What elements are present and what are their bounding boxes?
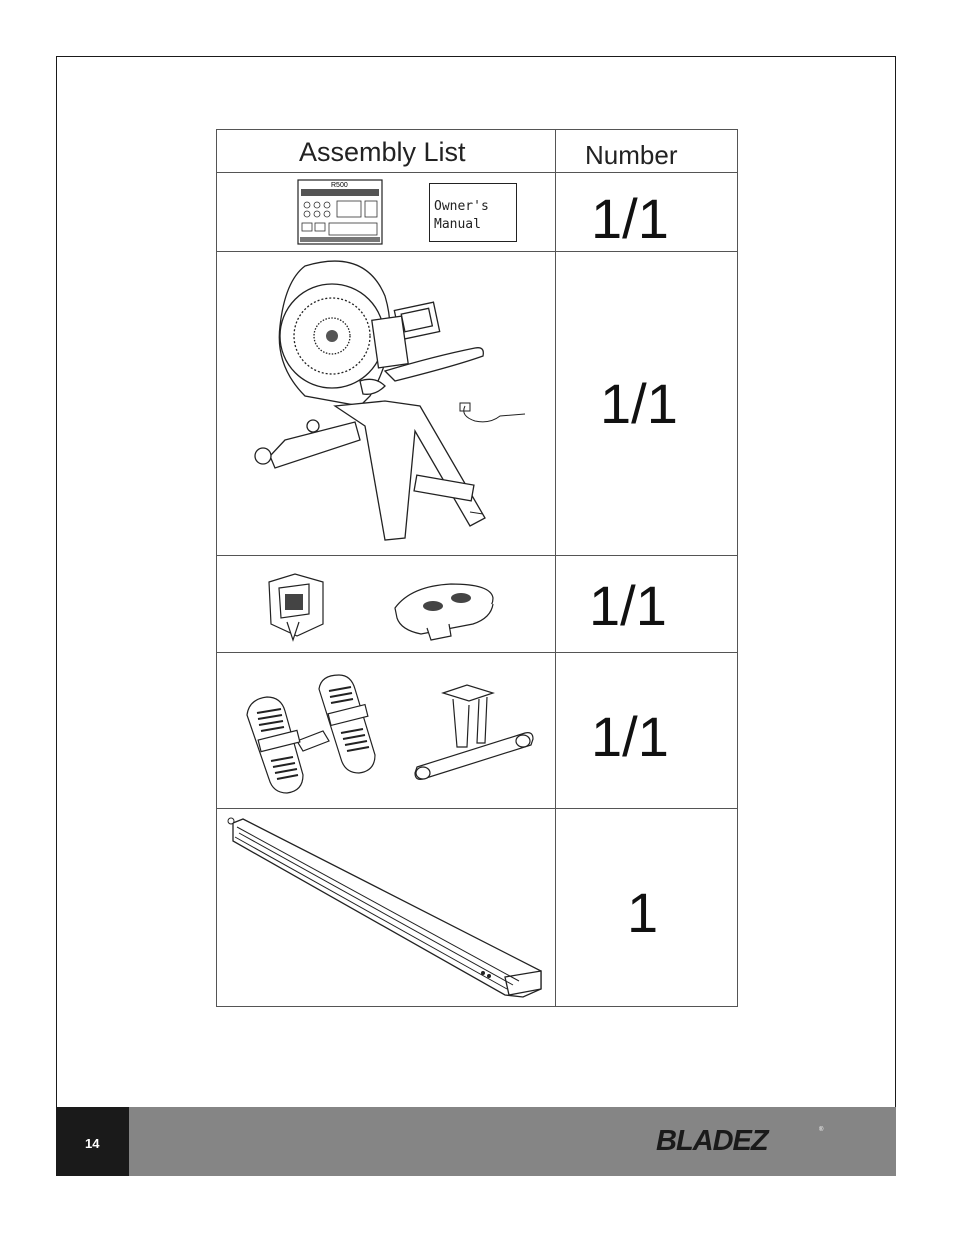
header-assembly-list: Assembly List (299, 137, 466, 167)
brand-logo-text: BLADEZ (656, 1125, 768, 1157)
quantity: 1/1 (591, 705, 669, 768)
row-image-cell (217, 653, 556, 808)
row-qty-cell (556, 252, 737, 555)
assembly-table (216, 129, 738, 1007)
page-footer (56, 1107, 896, 1176)
header-number: Number (585, 140, 678, 170)
slide-rail-illustration (223, 813, 541, 1003)
table-row (217, 173, 737, 252)
page-number: 14 (85, 1136, 100, 1151)
row-image-cell (217, 252, 556, 555)
table-row (217, 252, 737, 556)
row-qty-cell (556, 653, 737, 808)
console-label: R500 (331, 182, 348, 189)
seat-bracket-illustration (265, 570, 327, 642)
row-image-cell (217, 809, 556, 1006)
rear-stabilizer-illustration (413, 683, 535, 781)
rower-main-frame-illustration (235, 256, 535, 552)
manual-line-1: Owner's (434, 199, 489, 214)
row-qty-cell (556, 556, 737, 652)
header-cell-assembly (217, 130, 556, 172)
table-header-row (217, 130, 737, 173)
brand-logo (656, 1123, 826, 1161)
owners-manual-box (429, 183, 517, 242)
page-number-box (56, 1107, 129, 1176)
quantity: 1/1 (589, 574, 667, 637)
table-row (217, 809, 737, 1006)
row-image-cell (217, 556, 556, 652)
quantity: 1 (627, 881, 659, 944)
table-row (217, 556, 737, 653)
trademark-mark: ® (819, 1127, 824, 1133)
row-qty-cell (556, 809, 737, 1006)
console-sheet-illustration (297, 179, 383, 245)
header-cell-number (556, 130, 737, 172)
table-row (217, 653, 737, 809)
foot-pedals-illustration (241, 675, 391, 797)
seat-pad-illustration (391, 580, 497, 642)
row-image-cell (217, 173, 556, 251)
manual-line-2: Manual (434, 217, 481, 232)
quantity: 1/1 (591, 187, 669, 250)
row-qty-cell (556, 173, 737, 251)
quantity: 1/1 (600, 372, 678, 435)
